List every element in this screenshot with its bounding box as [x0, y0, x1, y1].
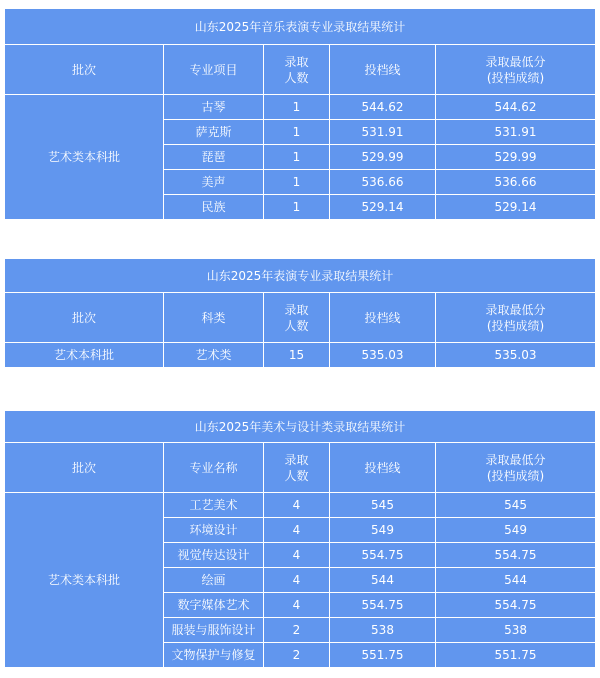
table-row	[5, 493, 596, 518]
batch-cell: 艺术类本科批	[5, 95, 164, 220]
min-cell: 554.75	[436, 593, 596, 618]
count-cell: 2	[264, 618, 330, 643]
item-cell: 文物保护与修复	[164, 643, 264, 668]
line-cell: 529.99	[330, 145, 436, 170]
line-cell: 536.66	[330, 170, 436, 195]
line-cell: 544	[330, 568, 436, 593]
item-cell: 数字媒体艺术	[164, 593, 264, 618]
min-cell: 535.03	[436, 343, 596, 368]
header-count: 录取 人数	[264, 293, 330, 343]
min-cell: 538	[436, 618, 596, 643]
min-cell: 551.75	[436, 643, 596, 668]
line-cell: 554.75	[330, 593, 436, 618]
count-cell: 1	[264, 95, 330, 120]
item-cell: 萨克斯	[164, 120, 264, 145]
min-cell: 544.62	[436, 95, 596, 120]
header-line: 投档线	[330, 293, 436, 343]
min-cell: 531.91	[436, 120, 596, 145]
item-cell: 视觉传达设计	[164, 543, 264, 568]
count-cell: 4	[264, 493, 330, 518]
batch-cell: 艺术类本科批	[5, 493, 164, 668]
header-min-score: 录取最低分 (投档成绩)	[436, 45, 596, 95]
header-min-score: 录取最低分 (投档成绩)	[436, 293, 596, 343]
item-cell: 工艺美术	[164, 493, 264, 518]
line-cell: 544.62	[330, 95, 436, 120]
min-cell: 545	[436, 493, 596, 518]
count-cell: 4	[264, 593, 330, 618]
line-cell: 545	[330, 493, 436, 518]
header-item: 科类	[164, 293, 264, 343]
item-cell: 绘画	[164, 568, 264, 593]
header-batch: 批次	[5, 443, 164, 493]
item-cell: 环境设计	[164, 518, 264, 543]
min-cell: 536.66	[436, 170, 596, 195]
table-row	[5, 95, 596, 120]
item-cell: 美声	[164, 170, 264, 195]
line-cell: 551.75	[330, 643, 436, 668]
line-cell: 531.91	[330, 120, 436, 145]
header-batch: 批次	[5, 293, 164, 343]
count-cell: 4	[264, 543, 330, 568]
count-cell: 1	[264, 145, 330, 170]
music-admission-table	[4, 8, 596, 220]
performance-admission-table	[4, 258, 596, 368]
line-cell: 529.14	[330, 195, 436, 220]
item-cell: 古琴	[164, 95, 264, 120]
design-admission-table	[4, 410, 596, 668]
count-cell: 15	[264, 343, 330, 368]
min-cell: 529.99	[436, 145, 596, 170]
line-cell: 538	[330, 618, 436, 643]
count-cell: 1	[264, 120, 330, 145]
table-title: 山东2025年美术与设计类录取结果统计	[5, 411, 596, 443]
header-line: 投档线	[330, 443, 436, 493]
header-item: 专业名称	[164, 443, 264, 493]
min-cell: 554.75	[436, 543, 596, 568]
line-cell: 535.03	[330, 343, 436, 368]
count-cell: 1	[264, 170, 330, 195]
batch-cell: 艺术本科批	[5, 343, 164, 368]
min-cell: 544	[436, 568, 596, 593]
min-cell: 529.14	[436, 195, 596, 220]
item-cell: 琵琶	[164, 145, 264, 170]
count-cell: 4	[264, 568, 330, 593]
line-cell: 554.75	[330, 543, 436, 568]
min-cell: 549	[436, 518, 596, 543]
item-cell: 服装与服饰设计	[164, 618, 264, 643]
item-cell: 艺术类	[164, 343, 264, 368]
header-batch: 批次	[5, 45, 164, 95]
line-cell: 549	[330, 518, 436, 543]
header-count: 录取 人数	[264, 443, 330, 493]
count-cell: 4	[264, 518, 330, 543]
header-count: 录取 人数	[264, 45, 330, 95]
count-cell: 2	[264, 643, 330, 668]
count-cell: 1	[264, 195, 330, 220]
header-line: 投档线	[330, 45, 436, 95]
header-min-score: 录取最低分 (投档成绩)	[436, 443, 596, 493]
table-title: 山东2025年音乐表演专业录取结果统计	[5, 9, 596, 45]
table-title: 山东2025年表演专业录取结果统计	[5, 259, 596, 293]
table-row	[5, 343, 596, 368]
header-item: 专业项目	[164, 45, 264, 95]
item-cell: 民族	[164, 195, 264, 220]
